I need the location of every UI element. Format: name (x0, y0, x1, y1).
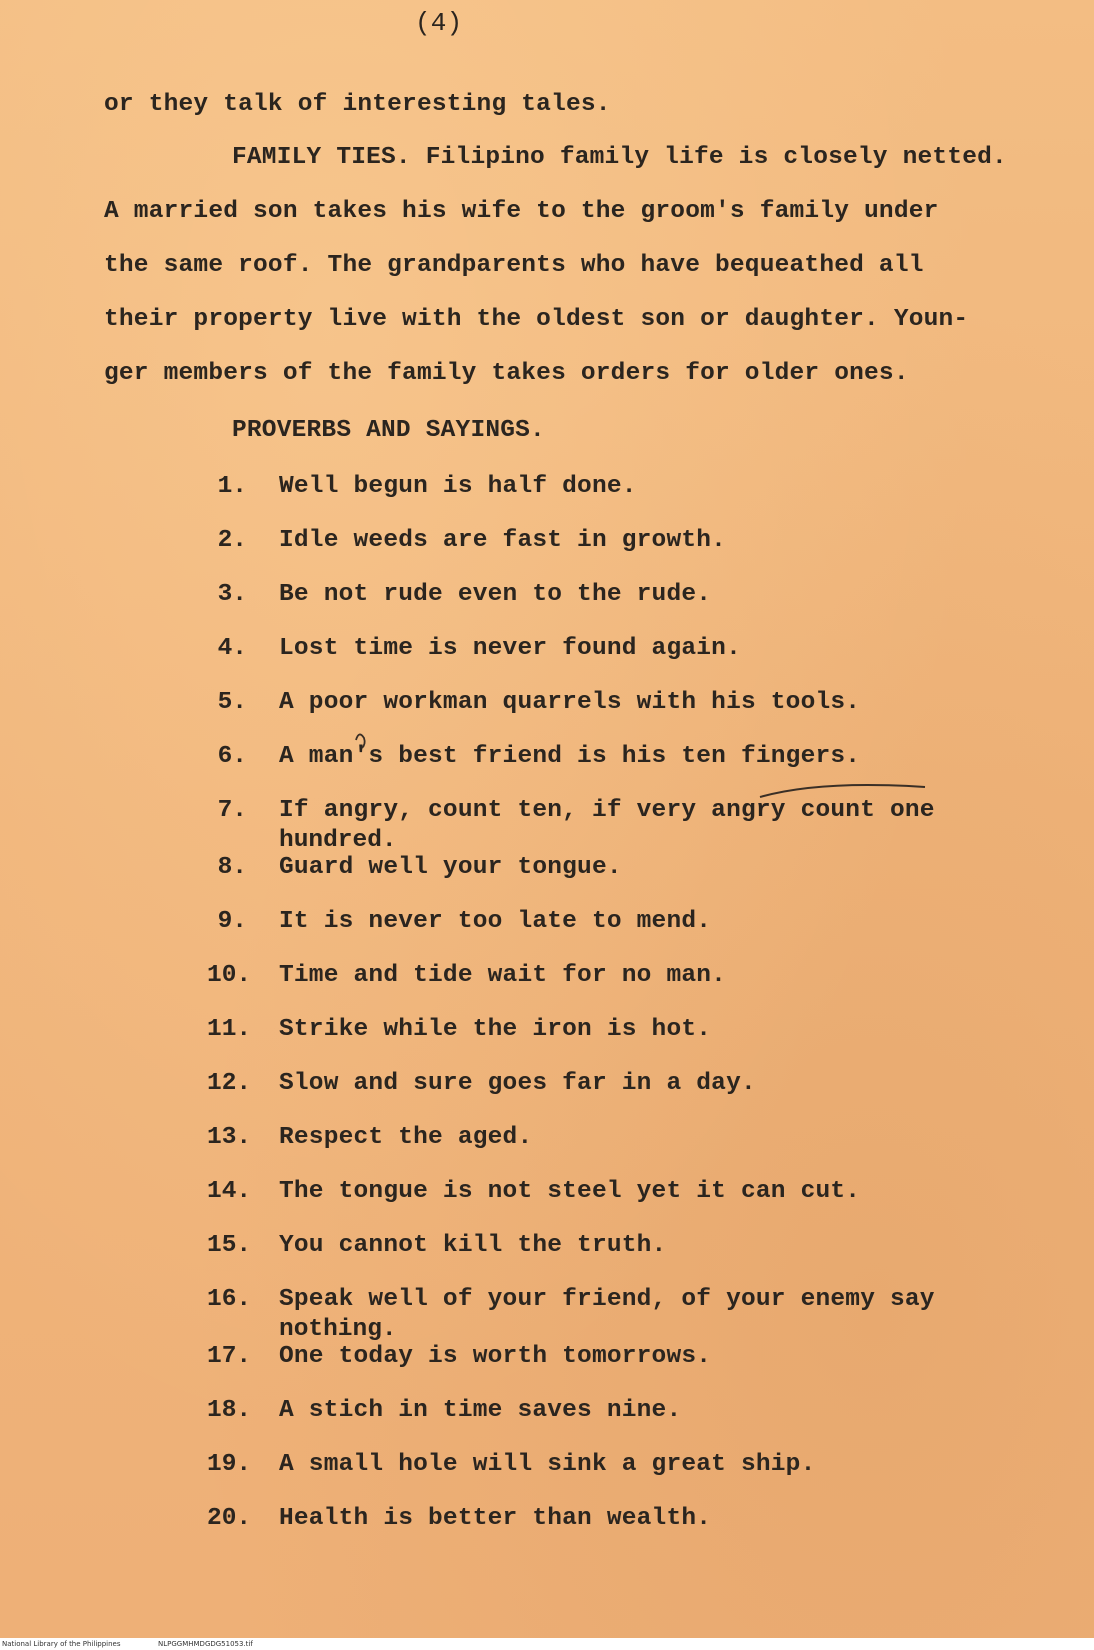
item-text: You cannot kill the truth. (279, 1232, 667, 1259)
item-number: 1. (217, 473, 247, 500)
item-text: It is never too late to mend. (279, 908, 712, 935)
item-number: 5. (217, 689, 247, 716)
item-number: 13. (207, 1124, 252, 1151)
item-number: 10. (207, 962, 252, 989)
item-text: The tongue is not steel yet it can cut. (279, 1178, 861, 1205)
section-heading: PROVERBS AND SAYINGS. (232, 417, 545, 444)
item-number: 15. (207, 1232, 252, 1259)
item-text: Be not rude even to the rude. (279, 581, 712, 608)
item-text: Well begun is half done. (279, 473, 637, 500)
item-number: 17. (207, 1343, 252, 1370)
footer-library: National Library of the Philippines (2, 1640, 121, 1648)
body-line-5: their property live with the oldest son or daughter. Youn- (104, 306, 969, 333)
item-number: 4. (217, 635, 247, 662)
item-number: 2. (217, 527, 247, 554)
item-number: 9. (217, 908, 247, 935)
apostrophe-insertion-mark (356, 734, 365, 748)
family-ties-paragraph-start: FAMILY TIES. Filipino family life is closely netted. (232, 144, 1007, 171)
footer-file-id: NLPGGMHMDGDG51053.tif (158, 1640, 253, 1648)
item-text: Lost time is never found again. (279, 635, 741, 662)
item-text: A man's best friend is his ten fingers. (279, 743, 861, 770)
item-text: A stich in time saves nine. (279, 1397, 682, 1424)
body-line-1: or they talk of interesting tales. (104, 91, 611, 118)
item-number: 11. (207, 1016, 252, 1043)
item-number: 8. (217, 854, 247, 881)
item-text: Idle weeds are fast in growth. (279, 527, 727, 554)
page-number: (4) (415, 8, 463, 38)
item-number: 16. (207, 1286, 252, 1313)
item-number: 14. (207, 1178, 252, 1205)
footer (0, 1638, 1094, 1650)
item-number: 20. (207, 1505, 252, 1532)
item-continuation: nothing. (279, 1316, 397, 1343)
item-number: 6. (217, 743, 247, 770)
item-text: Time and tide wait for no man. (279, 962, 727, 989)
body-line-4: the same roof. The grandparents who have bequeathed all (104, 252, 924, 279)
item-text: Strike while the iron is hot. (279, 1016, 712, 1043)
item-number: 18. (207, 1397, 252, 1424)
item-number: 7. (217, 797, 247, 824)
item-number: 19. (207, 1451, 252, 1478)
item-text: If angry, count ten, if very angry count one (279, 797, 935, 824)
body-line-6: ger members of the family takes orders for older ones. (104, 360, 909, 387)
item-text: Speak well of your friend, of your enemy say (279, 1286, 935, 1313)
body-line-3: A married son takes his wife to the groom's family under (104, 198, 939, 225)
item-text: Respect the aged. (279, 1124, 533, 1151)
item-text: Health is better than wealth. (279, 1505, 712, 1532)
item-number: 3. (217, 581, 247, 608)
item-continuation: hundred. (279, 827, 397, 854)
item-text: One today is worth tomorrows. (279, 1343, 712, 1370)
item-text: A small hole will sink a great ship. (279, 1451, 816, 1478)
item-text: Guard well your tongue. (279, 854, 622, 881)
item-text: Slow and sure goes far in a day. (279, 1070, 756, 1097)
strike-through-mark (760, 785, 925, 797)
item-text: A poor workman quarrels with his tools. (279, 689, 861, 716)
item-number: 12. (207, 1070, 252, 1097)
